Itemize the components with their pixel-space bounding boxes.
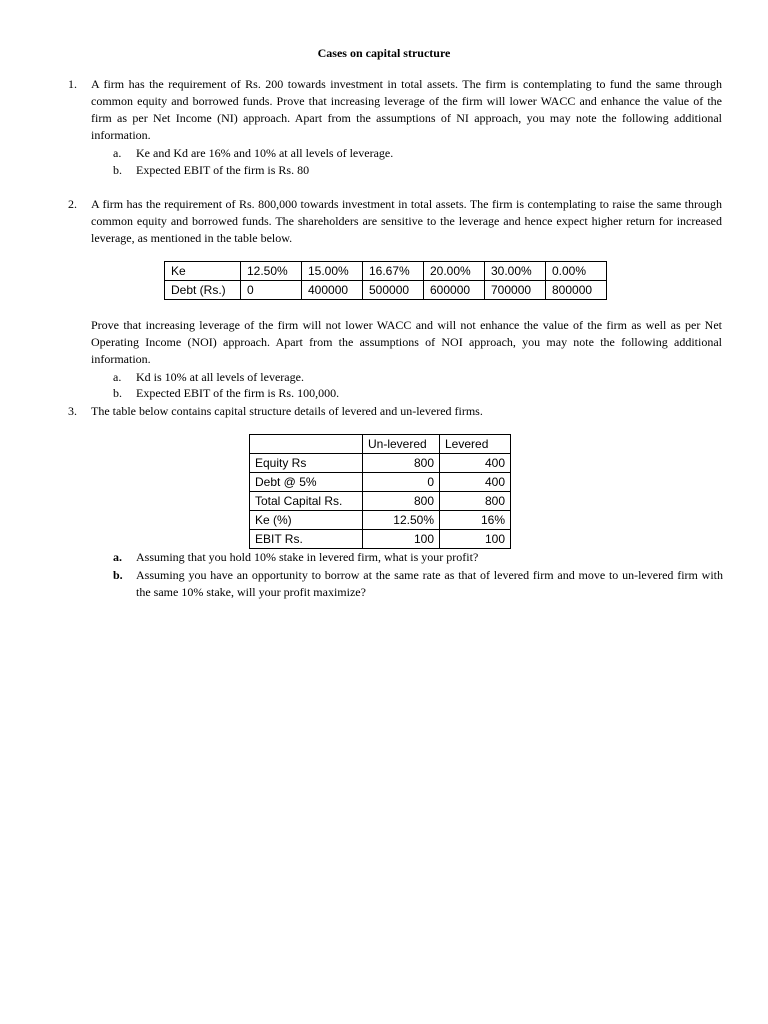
table-row bbox=[250, 511, 511, 530]
question-3-item-b bbox=[113, 567, 723, 601]
question-number: 3. bbox=[68, 404, 77, 418]
question-3 bbox=[68, 403, 722, 420]
table-cell: 700000 bbox=[485, 281, 546, 300]
row-label: Total Capital Rs. bbox=[250, 492, 363, 511]
item-number: b. bbox=[113, 386, 122, 400]
question-3-item-a bbox=[113, 549, 723, 566]
table-row bbox=[165, 262, 607, 281]
table-cell: 20.00% bbox=[424, 262, 485, 281]
question-number: 1. bbox=[68, 77, 77, 91]
table-cell: 0 bbox=[363, 473, 440, 492]
row-label: Debt (Rs.) bbox=[165, 281, 241, 300]
table-row bbox=[250, 454, 511, 473]
table-cell: 0.00% bbox=[546, 262, 607, 281]
table-row bbox=[165, 281, 607, 300]
table-cell: 100 bbox=[440, 530, 511, 549]
table-cell: 800 bbox=[363, 492, 440, 511]
question-1-item-b bbox=[113, 162, 723, 179]
table-header-row bbox=[250, 435, 511, 454]
question-1 bbox=[68, 76, 722, 144]
leverage-table bbox=[164, 261, 607, 300]
question-2-paragraph bbox=[91, 317, 722, 368]
header-cell: Levered bbox=[440, 435, 511, 454]
table-cell: 800 bbox=[363, 454, 440, 473]
header-cell bbox=[250, 435, 363, 454]
paragraph-text: Prove that increasing leverage of the firm will not lower WACC and will not enhance the value of the firm as well as per Net Operating Income (NOI) approach. Apart from the assumptions of NOI approach, you may note the following additional information. bbox=[91, 318, 722, 366]
item-text: Assuming you have an opportunity to borrow at the same rate as that of levered firm and move to un-levered firm with the same 10% stake, will your profit maximize? bbox=[136, 568, 723, 599]
table-cell: 500000 bbox=[363, 281, 424, 300]
item-number: a. bbox=[113, 146, 122, 160]
row-label: Debt @ 5% bbox=[250, 473, 363, 492]
item-text: Expected EBIT of the firm is Rs. 100,000. bbox=[136, 386, 340, 400]
question-2-item-b bbox=[113, 385, 723, 402]
item-text: Assuming that you hold 10% stake in levered firm, what is your profit? bbox=[136, 550, 479, 564]
table-cell: 400 bbox=[440, 454, 511, 473]
question-text: A firm has the requirement of Rs. 200 towards investment in total assets. The firm is contemplating to fund the same through common equity and borrowed funds. Prove that increasing leverage of the firm will lower WACC and enhance the value of the firm as per Net Income (NI) approach. Apart from the assumptions of NI approach, you may note the following additional information. bbox=[91, 77, 722, 142]
table-cell: 400000 bbox=[302, 281, 363, 300]
table-cell: 800 bbox=[440, 492, 511, 511]
table-row bbox=[250, 530, 511, 549]
item-text: Ke and Kd are 16% and 10% at all levels of leverage. bbox=[136, 146, 394, 160]
capital-structure-table bbox=[249, 434, 511, 549]
question-text: The table below contains capital structure details of levered and un-levered firms. bbox=[91, 404, 483, 418]
question-2 bbox=[68, 196, 722, 247]
question-number: 2. bbox=[68, 197, 77, 211]
item-text: Expected EBIT of the firm is Rs. 80 bbox=[136, 163, 310, 177]
table-cell: 12.50% bbox=[363, 511, 440, 530]
table-cell: 800000 bbox=[546, 281, 607, 300]
table-cell: 600000 bbox=[424, 281, 485, 300]
table-cell: 16.67% bbox=[363, 262, 424, 281]
item-number: a. bbox=[113, 550, 122, 564]
table-cell: 15.00% bbox=[302, 262, 363, 281]
question-1-item-a bbox=[113, 145, 723, 162]
document-title: Cases on capital structure bbox=[317, 46, 451, 60]
row-label: Ke bbox=[165, 262, 241, 281]
table-cell: 100 bbox=[363, 530, 440, 549]
table-row bbox=[250, 492, 511, 511]
item-number: b. bbox=[113, 568, 123, 582]
table-cell: 400 bbox=[440, 473, 511, 492]
question-text: A firm has the requirement of Rs. 800,000 towards investment in total assets. The firm is contemplating to raise the same through common equity and borrowed funds. The shareholders are sensitive to the leverage and hence expect higher return for increased leverage, as mentioned in the table below. bbox=[91, 197, 722, 245]
item-number: a. bbox=[113, 370, 122, 384]
table-cell: 12.50% bbox=[241, 262, 302, 281]
table-cell: 0 bbox=[241, 281, 302, 300]
row-label: EBIT Rs. bbox=[250, 530, 363, 549]
question-2-item-a bbox=[113, 369, 723, 386]
item-number: b. bbox=[113, 163, 122, 177]
header-cell: Un-levered bbox=[363, 435, 440, 454]
table-cell: 16% bbox=[440, 511, 511, 530]
item-text: Kd is 10% at all levels of leverage. bbox=[136, 370, 304, 384]
table-cell: 30.00% bbox=[485, 262, 546, 281]
table-row bbox=[250, 473, 511, 492]
row-label: Equity Rs bbox=[250, 454, 363, 473]
row-label: Ke (%) bbox=[250, 511, 363, 530]
